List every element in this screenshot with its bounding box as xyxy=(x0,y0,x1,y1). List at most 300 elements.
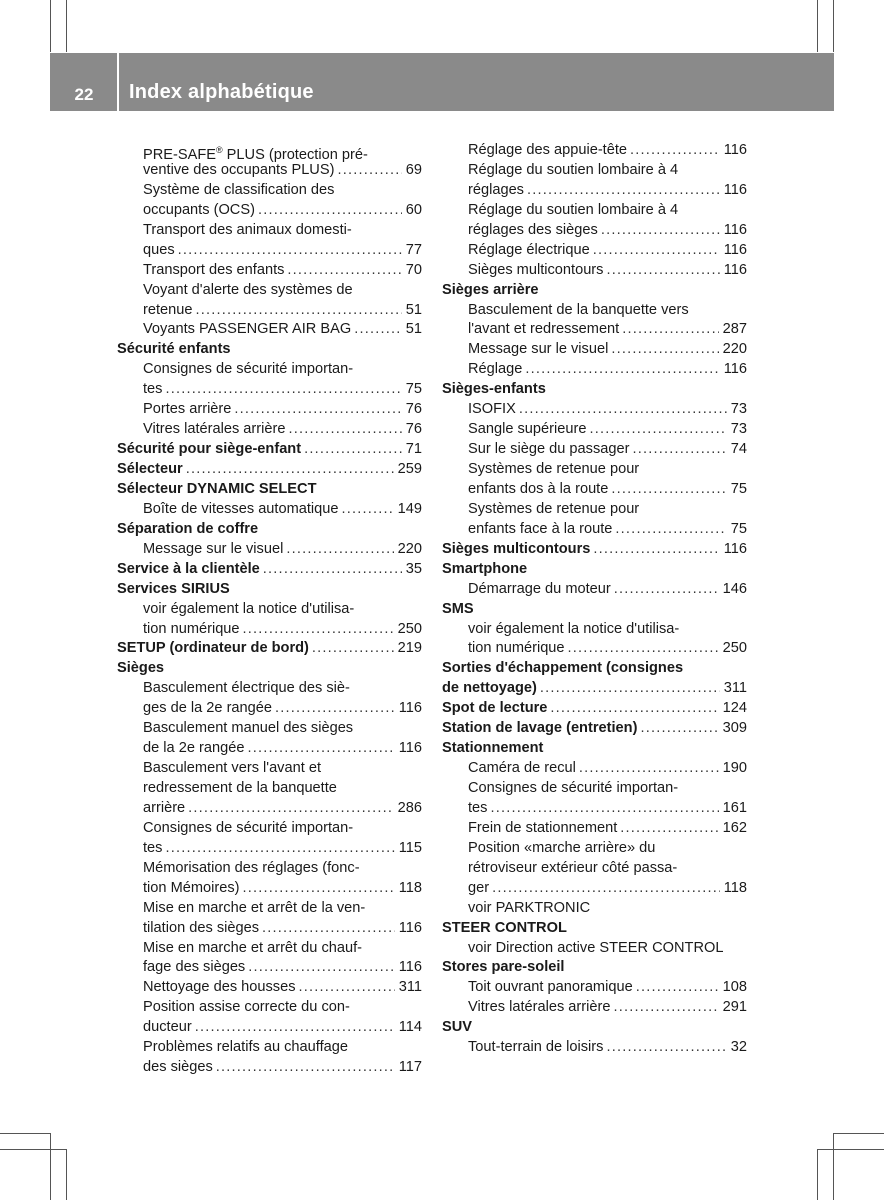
crop-mark xyxy=(817,1149,884,1150)
entry-text: Stores pare-soleil xyxy=(442,959,565,976)
index-column-left xyxy=(117,141,422,1078)
index-heading xyxy=(117,520,422,540)
entry-text: PRE-SAFE® PLUS (protection pré- xyxy=(143,145,368,163)
page-reference: 309 xyxy=(722,720,747,737)
index-subentry xyxy=(442,520,747,540)
dot-leader xyxy=(312,639,394,659)
index-subentry xyxy=(117,141,422,161)
dot-leader xyxy=(243,879,395,899)
page-reference: 116 xyxy=(723,540,747,557)
index-subentry xyxy=(442,141,747,161)
dot-leader xyxy=(304,440,402,460)
index-heading xyxy=(117,460,422,480)
page-reference: 117 xyxy=(398,1059,422,1076)
entry-text: Sélecteur xyxy=(117,461,183,477)
entry-text: Sur le siège du passager xyxy=(468,441,630,458)
dot-leader xyxy=(262,919,395,939)
index-subentry xyxy=(117,759,422,779)
page-reference: 116 xyxy=(398,700,422,717)
entry-text: ISOFIX xyxy=(468,401,516,418)
dot-leader xyxy=(611,340,718,360)
index-subentry xyxy=(117,540,422,560)
page-reference: 220 xyxy=(397,540,422,557)
entry-text: Réglage électrique xyxy=(468,241,590,258)
index-subentry xyxy=(442,480,747,500)
entry-text: voir PARKTRONIC xyxy=(468,899,591,916)
entry-text: l'avant et redressement xyxy=(468,321,620,338)
index-subentry xyxy=(442,620,747,640)
dot-leader xyxy=(263,560,402,580)
dot-leader xyxy=(568,639,719,659)
entry-text: Séparation de coffre xyxy=(117,520,259,537)
entry-text: Toit ouvrant panoramique xyxy=(468,979,633,996)
dot-leader xyxy=(630,141,720,161)
dot-leader xyxy=(234,400,401,420)
dot-leader xyxy=(275,699,395,719)
entry-text: Stationnement xyxy=(442,740,544,757)
page-reference: 190 xyxy=(722,760,747,777)
entry-text: Service à la clientèle xyxy=(117,560,260,577)
index-heading xyxy=(117,659,422,679)
page-reference: 70 xyxy=(405,261,422,278)
dot-leader xyxy=(620,819,718,839)
index-subentry xyxy=(442,221,747,241)
page-reference: 219 xyxy=(397,640,422,657)
index-subentry xyxy=(117,919,422,939)
entry-text: Caméra de recul xyxy=(468,760,576,777)
page-reference: 116 xyxy=(723,221,747,238)
index-subentry xyxy=(117,699,422,719)
page-reference: 35 xyxy=(405,560,422,577)
index-subentry xyxy=(117,1038,422,1058)
entry-text: Smartphone xyxy=(442,560,528,577)
entry-text: des sièges xyxy=(143,1059,213,1076)
entry-text: Position «marche arrière» du xyxy=(468,839,656,856)
index-subentry xyxy=(117,1018,422,1038)
page-reference: 118 xyxy=(398,879,422,896)
index-subentry xyxy=(117,301,422,321)
page-reference: 77 xyxy=(405,241,422,258)
page-reference: 116 xyxy=(398,959,422,976)
index-heading xyxy=(442,281,747,301)
entry-text: enfants face à la route xyxy=(468,520,613,537)
dot-leader xyxy=(632,440,726,460)
page-reference: 116 xyxy=(723,361,747,378)
dot-leader xyxy=(342,500,394,520)
index-subentry xyxy=(117,281,422,301)
entry-text: Frein de stationnement xyxy=(468,819,618,836)
page-reference: 287 xyxy=(722,321,747,338)
entry-text: Message sur le visuel xyxy=(468,341,609,358)
index-subentry xyxy=(117,958,422,978)
index-subentry xyxy=(117,181,422,201)
page-reference: 51 xyxy=(405,321,422,338)
index-subentry xyxy=(117,241,422,261)
entry-text: rétroviseur extérieur côté passa- xyxy=(468,859,678,876)
page-reference: 51 xyxy=(405,301,422,318)
index-subentry xyxy=(117,360,422,380)
dot-leader xyxy=(613,998,718,1018)
index-subentry xyxy=(442,899,747,919)
crop-mark xyxy=(66,1149,67,1200)
index-subentry xyxy=(117,679,422,699)
index-subentry xyxy=(442,241,747,261)
entry-text: Transport des animaux domesti- xyxy=(143,221,352,238)
index-subentry xyxy=(442,580,747,600)
index-subentry xyxy=(442,839,747,859)
entry-text: Voyant d'alerte des systèmes de xyxy=(143,281,353,298)
entry-text: SETUP (ordinateur de bord) xyxy=(117,640,309,657)
crop-mark xyxy=(817,1149,818,1200)
entry-text: Réglage des appuie-tête xyxy=(468,142,628,158)
page-reference: 71 xyxy=(405,441,422,458)
index-heading xyxy=(117,480,422,500)
entry-text: Vitres latérales arrière xyxy=(143,421,286,438)
entry-text: tes xyxy=(143,381,163,398)
page-reference: 116 xyxy=(398,919,422,936)
index-subentry xyxy=(117,500,422,520)
dot-leader xyxy=(593,241,720,261)
index-heading xyxy=(442,958,747,978)
index-subentry xyxy=(442,1038,747,1058)
dot-leader xyxy=(615,520,726,540)
crop-mark xyxy=(66,0,67,52)
entry-text: Problèmes relatifs au chauffage xyxy=(143,1039,348,1056)
entry-text: de nettoyage) xyxy=(442,680,537,697)
dot-leader xyxy=(247,739,394,759)
index-subentry xyxy=(442,360,747,380)
entry-text: Mémorisation des réglages (fonc- xyxy=(143,859,360,876)
entry-text: Systèmes de retenue pour xyxy=(468,500,640,517)
entry-text: Système de classification des xyxy=(143,181,335,198)
entry-text: Consignes de sécurité importan- xyxy=(468,780,679,796)
page-reference: 149 xyxy=(397,500,422,517)
page-reference: 161 xyxy=(722,799,747,816)
index-subentry xyxy=(117,819,422,839)
entry-text: ques xyxy=(143,241,175,258)
entry-text: réglages des sièges xyxy=(468,221,598,238)
index-heading xyxy=(442,560,747,580)
entry-text: ventive des occupants PLUS) xyxy=(143,161,335,178)
entry-text: voir également la notice d'utilisa- xyxy=(143,600,355,617)
page-reference: 116 xyxy=(723,261,747,278)
index-subentry xyxy=(117,380,422,400)
index-heading xyxy=(442,659,747,679)
index-subentry xyxy=(117,799,422,819)
index-subentry xyxy=(117,899,422,919)
entry-text: tes xyxy=(143,839,163,856)
index-subentry xyxy=(117,261,422,281)
dot-leader xyxy=(606,1038,726,1058)
entry-text: Nettoyage des housses xyxy=(143,979,296,996)
dot-leader xyxy=(611,480,726,500)
index-subentry xyxy=(117,779,422,799)
index-heading xyxy=(117,639,422,659)
entry-text: Basculement vers l'avant et xyxy=(143,760,321,777)
dot-leader xyxy=(288,420,401,440)
entry-text: Sièges arrière xyxy=(442,281,539,298)
page-reference: 116 xyxy=(723,241,747,258)
crop-mark xyxy=(833,0,834,52)
crop-mark xyxy=(833,1133,884,1134)
index-subentry xyxy=(442,759,747,779)
entry-text: Sélecteur DYNAMIC SELECT xyxy=(117,480,317,497)
index-subentry xyxy=(117,161,422,181)
index-subentry xyxy=(117,739,422,759)
entry-text: Réglage du soutien lombaire à 4 xyxy=(468,201,679,218)
index-subentry xyxy=(442,998,747,1018)
index-subentry xyxy=(117,998,422,1018)
crop-mark xyxy=(50,1133,51,1200)
index-subentry xyxy=(442,440,747,460)
index-heading xyxy=(117,580,422,600)
index-subentry xyxy=(117,859,422,879)
dot-leader xyxy=(287,261,401,281)
entry-text: ducteur xyxy=(143,1019,192,1036)
index-subentry xyxy=(442,420,747,440)
page-reference: 76 xyxy=(405,401,422,418)
index-heading xyxy=(442,380,747,400)
entry-text: arrière xyxy=(143,799,186,816)
entry-text: Réglage du soutien lombaire à 4 xyxy=(468,161,679,178)
dot-leader xyxy=(519,400,727,420)
page-reference: 73 xyxy=(730,421,747,438)
index-heading xyxy=(442,1018,747,1038)
dot-leader xyxy=(188,799,393,819)
entry-text: Voyants PASSENGER AIR BAG xyxy=(143,321,352,338)
entry-text: Réglage xyxy=(468,361,523,378)
dot-leader xyxy=(589,420,726,440)
page-reference: 116 xyxy=(398,740,422,757)
dot-leader xyxy=(622,320,718,340)
page-reference: 108 xyxy=(722,979,747,996)
entry-text: Spot de lecture xyxy=(442,700,548,717)
index-subentry xyxy=(442,859,747,879)
index-subentry xyxy=(117,839,422,859)
dot-leader xyxy=(593,540,719,560)
page-reference: 311 xyxy=(398,979,422,996)
page-reference: 311 xyxy=(723,680,747,697)
dot-leader xyxy=(579,759,719,779)
page-reference: 250 xyxy=(397,620,422,637)
entry-text: réglages xyxy=(468,181,524,198)
dot-leader xyxy=(490,799,718,819)
entry-text: Basculement de la banquette vers xyxy=(468,301,689,318)
page-reference: 32 xyxy=(730,1039,747,1056)
entry-text: de la 2e rangée xyxy=(143,740,245,757)
entry-text: Consignes de sécurité importan- xyxy=(143,819,354,836)
entry-text: occupants (OCS) xyxy=(143,201,255,218)
entry-text: STEER CONTROL xyxy=(442,919,567,936)
entry-text: voir également la notice d'utilisa- xyxy=(468,620,680,637)
index-subentry xyxy=(117,1058,422,1078)
index-heading xyxy=(442,719,747,739)
entry-text: Consignes de sécurité importan- xyxy=(143,361,354,378)
entry-text: enfants dos à la route xyxy=(468,480,609,497)
page-reference: 74 xyxy=(730,441,747,458)
entry-text: retenue xyxy=(143,301,193,318)
page-reference: 75 xyxy=(730,520,747,537)
page-reference: 116 xyxy=(723,181,747,198)
dot-leader xyxy=(636,978,719,998)
entry-text: tion numérique xyxy=(143,620,240,637)
entry-text: Sécurité enfants xyxy=(117,341,231,358)
page-reference: 73 xyxy=(730,401,747,418)
page-reference: 76 xyxy=(405,421,422,438)
entry-text: Basculement manuel des sièges xyxy=(143,720,354,737)
index-subentry xyxy=(117,879,422,899)
entry-text: Systèmes de retenue pour xyxy=(468,461,640,477)
page-reference: 75 xyxy=(730,480,747,497)
dot-leader xyxy=(540,679,720,699)
dot-leader xyxy=(337,161,401,181)
index-heading xyxy=(117,440,422,460)
dot-leader xyxy=(216,1058,395,1078)
entry-text: Sièges multicontours xyxy=(442,540,591,557)
index-subentry xyxy=(442,340,747,360)
index-subentry xyxy=(442,161,747,181)
header-divider xyxy=(117,53,119,111)
dot-leader xyxy=(286,540,393,560)
entry-text: Sièges-enfants xyxy=(442,381,546,398)
page-reference: 60 xyxy=(405,201,422,218)
page-reference: 114 xyxy=(398,1019,422,1036)
index-subentry xyxy=(442,301,747,321)
dot-leader xyxy=(195,1018,395,1038)
entry-text: Portes arrière xyxy=(143,401,232,418)
entry-text: tion Mémoires) xyxy=(143,879,240,896)
entry-text: Mise en marche et arrêt du chauf- xyxy=(143,939,363,956)
entry-text: SMS xyxy=(442,600,474,617)
index-subentry xyxy=(442,799,747,819)
index-subentry xyxy=(117,420,422,440)
index-subentry xyxy=(442,639,747,659)
index-heading xyxy=(442,600,747,620)
page-reference: 116 xyxy=(723,142,747,158)
entry-text: Boîte de vitesses automatique xyxy=(143,500,339,517)
dot-leader xyxy=(165,380,401,400)
page-reference: 291 xyxy=(722,999,747,1016)
dot-leader xyxy=(601,221,720,241)
index-subentry xyxy=(117,320,422,340)
entry-text: Sangle supérieure xyxy=(468,421,587,438)
entry-text: Démarrage du moteur xyxy=(468,580,611,597)
index-subentry xyxy=(117,620,422,640)
entry-text: Sécurité pour siège-enfant xyxy=(117,441,302,458)
page-reference: 118 xyxy=(723,879,747,896)
crop-mark xyxy=(0,1133,50,1134)
dot-leader xyxy=(299,978,395,998)
entry-text: redressement de la banquette xyxy=(143,780,337,796)
page-reference: 124 xyxy=(722,700,747,717)
page-number: 22 xyxy=(74,85,94,104)
entry-text: tes xyxy=(468,799,488,816)
dot-leader xyxy=(640,719,718,739)
index-subentry xyxy=(117,400,422,420)
dot-leader xyxy=(525,360,719,380)
entry-text: Transport des enfants xyxy=(143,261,285,278)
dot-leader xyxy=(178,241,402,261)
index-heading xyxy=(442,919,747,939)
entry-text: SUV xyxy=(442,1019,473,1036)
page-reference: 146 xyxy=(722,580,747,597)
entry-text: Position assise correcte du con- xyxy=(143,999,350,1016)
index-subentry xyxy=(117,719,422,739)
page-reference: 286 xyxy=(397,799,422,816)
dot-leader xyxy=(258,201,402,221)
page-reference: 250 xyxy=(722,640,747,657)
index-subentry xyxy=(442,939,747,959)
index-subentry xyxy=(442,400,747,420)
index-heading xyxy=(442,540,747,560)
index-subentry xyxy=(442,500,747,520)
entry-text: Mise en marche et arrêt de la ven- xyxy=(143,899,366,916)
entry-text: Tout-terrain de loisirs xyxy=(468,1039,604,1056)
page-reference: 220 xyxy=(722,341,747,358)
index-subentry xyxy=(442,181,747,201)
index-subentry xyxy=(442,320,747,340)
entry-text: tion numérique xyxy=(468,640,565,657)
index-subentry xyxy=(442,978,747,998)
dot-leader xyxy=(492,879,720,899)
entry-text: Sorties d'échappement (consignes xyxy=(442,660,684,677)
dot-leader xyxy=(243,620,394,640)
dot-leader xyxy=(614,580,719,600)
entry-text: Station de lavage (entretien) xyxy=(442,720,638,737)
crop-mark xyxy=(833,1133,834,1200)
entry-text: ges de la 2e rangée xyxy=(143,700,273,717)
entry-text: Basculement électrique des siè- xyxy=(143,680,350,697)
entry-text: Message sur le visuel xyxy=(143,540,284,557)
entry-text: Vitres latérales arrière xyxy=(468,999,611,1016)
entry-text: voir Direction active STEER CONTROL xyxy=(468,939,724,956)
entry-text: tilation des sièges xyxy=(143,919,260,936)
index-heading xyxy=(442,679,747,699)
index-subentry xyxy=(117,978,422,998)
dot-leader xyxy=(186,460,394,480)
page-reference: 69 xyxy=(405,161,422,178)
index-column-right xyxy=(442,141,747,1058)
page-reference: 75 xyxy=(405,381,422,398)
index-subentry xyxy=(117,201,422,221)
index-heading xyxy=(117,340,422,360)
index-heading xyxy=(442,699,747,719)
page-reference: 115 xyxy=(398,839,422,856)
crop-mark xyxy=(817,0,818,52)
dot-leader xyxy=(165,839,394,859)
crop-mark xyxy=(0,1149,66,1150)
entry-text: Sièges xyxy=(117,660,165,677)
entry-text: ger xyxy=(468,879,490,896)
dot-leader xyxy=(354,320,402,340)
index-subentry xyxy=(442,201,747,221)
index-heading xyxy=(442,739,747,759)
dot-leader xyxy=(248,958,395,978)
page-reference: 162 xyxy=(722,819,747,836)
index-subentry xyxy=(117,221,422,241)
index-heading xyxy=(117,560,422,580)
page-reference: 259 xyxy=(397,461,422,477)
dot-leader xyxy=(527,181,720,201)
dot-leader xyxy=(550,699,718,719)
page-title: Index alphabétique xyxy=(129,81,314,103)
index-subentry xyxy=(442,261,747,281)
crop-mark xyxy=(50,0,51,52)
dot-leader xyxy=(606,261,719,281)
entry-text: Services SIRIUS xyxy=(117,580,230,597)
index-subentry xyxy=(442,879,747,899)
index-subentry xyxy=(117,939,422,959)
